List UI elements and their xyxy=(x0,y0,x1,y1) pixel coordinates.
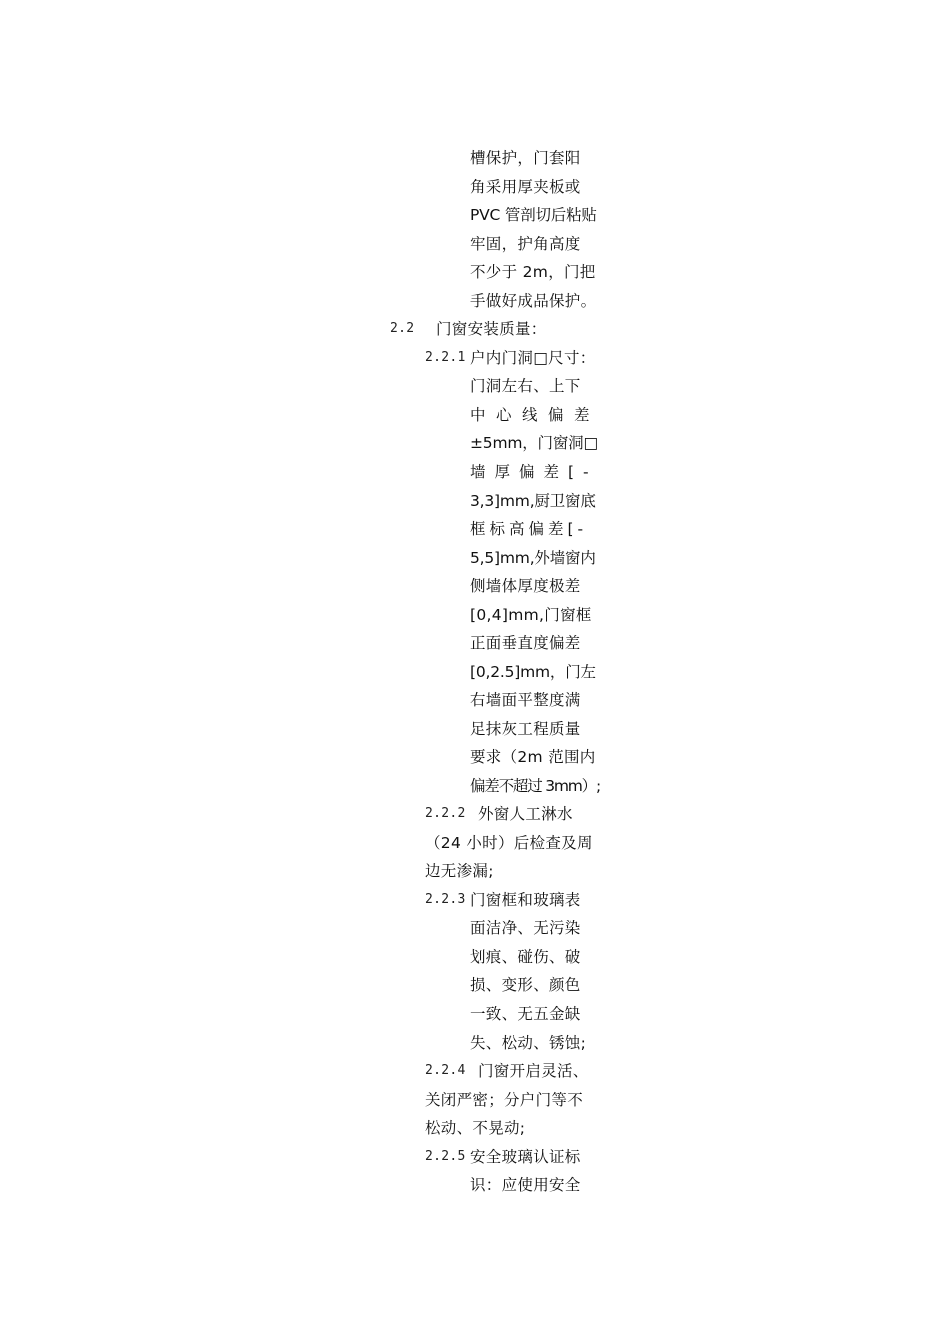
text-line: 松动、不晃动; xyxy=(425,1119,526,1137)
section-number: 2.2 xyxy=(390,321,415,336)
text-line: 正面垂直度偏差 xyxy=(470,634,581,652)
text-line: 面洁净、无污染 xyxy=(470,919,581,937)
text-line: PVC 管剖切后粘贴 xyxy=(470,206,597,224)
text-line: 失、松动、锈蚀; xyxy=(470,1034,587,1052)
text-line: 划痕、碰伤、破 xyxy=(470,948,581,966)
text-line: 手做好成品保护。 xyxy=(470,292,597,310)
text-line: 中心线偏差 xyxy=(470,406,601,424)
text-line: 门洞左右、上下 xyxy=(470,377,581,395)
text-line: 不少于 2m，门把 xyxy=(470,263,596,281)
text-line: 5,5]mm,外墙窗内 xyxy=(470,549,596,567)
text-line: （24 小时）后检查及周 xyxy=(425,834,593,852)
text-line: 关闭严密；分户门等不 xyxy=(425,1091,584,1109)
text-line: 足抹灰工程质量 xyxy=(470,720,581,738)
text-line: 边无渗漏; xyxy=(425,862,494,880)
text-line: [0,2.5]mm，门左 xyxy=(470,663,596,681)
text-line: 角采用厚夹板或 xyxy=(470,178,581,196)
section-title: 门窗安装质量： xyxy=(436,320,547,338)
text-line: 槽保护，门套阳 xyxy=(470,149,581,167)
text-line: 侧墙体厚度极差 xyxy=(470,577,581,595)
text-line: 门窗开启灵活、 xyxy=(478,1062,589,1080)
text-line: 3,3]mm,厨卫窗底 xyxy=(470,492,596,510)
text-line: 牢固，护角高度 xyxy=(470,235,581,253)
item-number: 2.2.3 xyxy=(425,892,466,907)
item-number: 2.2.4 xyxy=(425,1063,466,1078)
text-line: ±5mm，门窗洞□ xyxy=(470,434,598,452)
text-line: 右墙面平整度满 xyxy=(470,691,581,709)
text-line: [0,4]mm,门窗框 xyxy=(470,606,592,624)
item-number: 2.2.1 xyxy=(425,350,466,365)
text-line: 户内门洞□尺寸： xyxy=(470,349,596,367)
text-line: 墙厚偏差[- xyxy=(470,463,598,481)
text-line: 框标高偏差[- xyxy=(470,520,588,538)
text-line: 要求（2m 范围内 xyxy=(470,748,596,766)
item-number: 2.2.5 xyxy=(425,1149,466,1164)
text-line: 偏差不超过 3mm）; xyxy=(470,777,601,795)
text-line: 损、变形、颜色 xyxy=(470,976,581,994)
text-line: 安全玻璃认证标 xyxy=(470,1148,581,1166)
text-line: 门窗框和玻璃表 xyxy=(470,891,581,909)
text-line: 一致、无五金缺 xyxy=(470,1005,581,1023)
text-line: 外窗人工淋水 xyxy=(478,805,573,823)
item-number: 2.2.2 xyxy=(425,806,466,821)
text-line: 识：应使用安全 xyxy=(470,1176,581,1194)
